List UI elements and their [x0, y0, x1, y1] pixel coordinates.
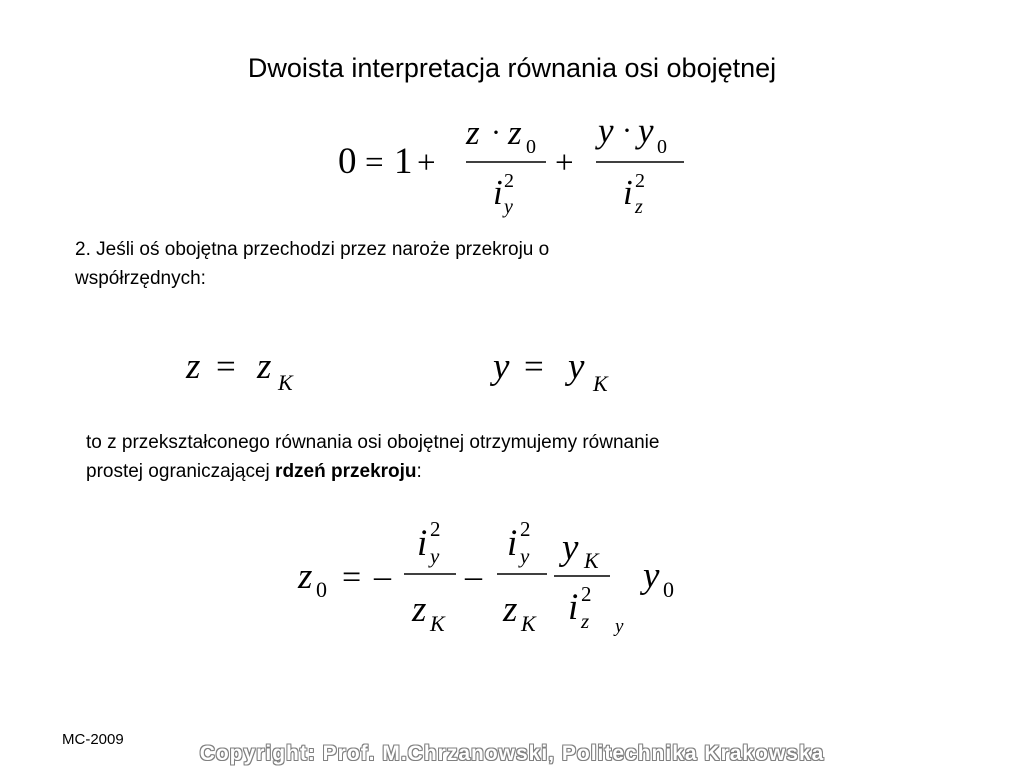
eq1-plus-1: + — [417, 145, 436, 181]
eq3-fc-i: i — [568, 587, 579, 628]
eq1-equals: = — [365, 145, 384, 181]
eq3-fb-i: i — [507, 523, 518, 564]
eq1-one: 1 — [394, 141, 413, 182]
eq3-fa-sub-y: y — [430, 544, 440, 568]
eq2b-y: y — [493, 346, 510, 387]
eq3-minus-1: – — [374, 558, 391, 595]
eq3-fc-yk-y: y — [562, 527, 579, 568]
eq1-plus-2: + — [555, 145, 574, 181]
eq3-stray-y: y — [615, 616, 624, 637]
equation-y-equals-yk — [488, 340, 628, 400]
footer-mc-label: MC-2009 — [62, 731, 124, 748]
eq3-fc-sub-k: K — [584, 548, 599, 573]
eq1-f1-z0-z: z — [508, 113, 522, 152]
eq1-f2-y0-y: y — [638, 111, 654, 150]
eq1-f2-dot: · — [622, 114, 632, 147]
eq2b-equals: = — [524, 347, 544, 386]
eq2a-sub-k: K — [278, 370, 293, 395]
eq3-y0-y: y — [643, 555, 660, 596]
paragraph-2-line-1: to z przekształconego równania osi obojętnej otrzymujemy równanie — [86, 432, 660, 453]
eq2a-z: z — [186, 346, 201, 387]
eq3-fa-sup: 2 — [430, 517, 441, 541]
eq1-f2-sub-z: z — [635, 196, 643, 218]
eq1-f1-dot: · — [491, 116, 501, 149]
eq1-f2-y0-sub: 0 — [657, 136, 667, 158]
paragraph-1-line-2: współrzędnych: — [75, 268, 206, 289]
eq1-f1-sub-y: y — [504, 196, 513, 218]
eq3-equals: = — [342, 559, 362, 596]
equation-kernel-boundary — [292, 515, 692, 645]
footer-copyright: Copyright: Prof. M.Chrzanowski, Politechnika Krakowska — [199, 742, 825, 765]
paragraph-kernel-line — [86, 428, 906, 486]
eq1-f2-i: i — [623, 173, 633, 212]
term-rdzen-przekroju: rdzeń przekroju — [275, 461, 417, 482]
eq1-zero: 0 — [338, 141, 357, 182]
eq2b-yk-y: y — [568, 346, 585, 387]
paragraph-2-line-2 — [86, 457, 906, 486]
paragraph-2-line-2-prefix: prostej ograniczającej — [86, 461, 276, 482]
eq3-fa-sub-k: K — [430, 611, 445, 636]
eq3-fa-i: i — [417, 523, 428, 564]
eq1-f1-sup: 2 — [504, 170, 514, 192]
eq3-fc-sub-z: z — [581, 609, 590, 633]
eq3-fb-sub-k: K — [521, 611, 536, 636]
eq1-f1-z: z — [466, 113, 480, 152]
equation-neutral-axis — [330, 112, 700, 227]
eq3-z0-sub: 0 — [316, 577, 327, 602]
eq1-f1-z0-sub: 0 — [526, 136, 536, 158]
eq3-minus-2: – — [465, 558, 482, 595]
eq3-fb-zk-z: z — [503, 589, 518, 630]
paragraph-corner-condition — [75, 235, 775, 293]
eq1-f2-y: y — [598, 111, 614, 150]
eq3-fa-zk-z: z — [412, 589, 427, 630]
eq2a-zk-z: z — [257, 346, 272, 387]
eq1-f2-sup: 2 — [635, 170, 645, 192]
slide-title: Dwoista interpretacja równania osi obojętnej — [247, 53, 777, 83]
eq3-fc-sup: 2 — [581, 582, 592, 606]
eq3-z0-z: z — [298, 556, 313, 597]
eq3-fb-sup: 2 — [520, 517, 531, 541]
paragraph-1-line-1: 2. Jeśli oś obojętna przechodzi przez naroże przekroju o — [75, 239, 550, 260]
paragraph-2-line-2-suffix: : — [416, 461, 422, 482]
eq3-fb-sub-y: y — [520, 544, 530, 568]
eq3-y0-sub: 0 — [663, 577, 674, 602]
equation-z-equals-zk — [180, 340, 320, 400]
eq2b-sub-k: K — [593, 371, 608, 396]
eq1-f1-i: i — [493, 173, 503, 212]
eq2a-equals: = — [216, 347, 236, 386]
